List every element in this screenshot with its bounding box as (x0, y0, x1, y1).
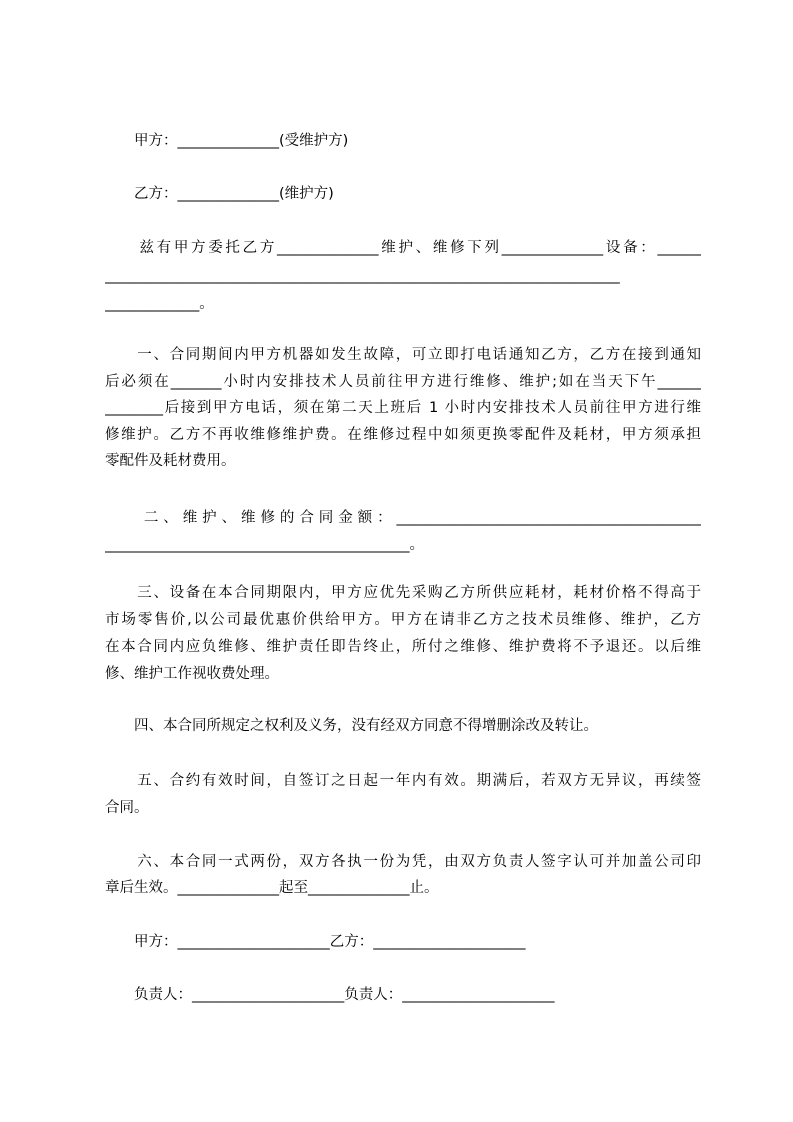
clause-1-line: 修维护。乙方不再收维修维护费。在维修过程中如须更换零配件及耗材，甲方须承担 (105, 427, 701, 443)
clause-4-line: 四、本合同所规定之权利及义务，没有经双方同意不得增删涂改及转让。 (105, 718, 598, 734)
clause-3-line: 修、维护工作视收费处理。 (105, 666, 279, 682)
clause-3-line: 在本合同内应负维修、维护责任即告终止，所付之维修、维护费将不予退还。以后维 (105, 639, 701, 655)
intro-line: _____________。 (105, 296, 214, 312)
party-a-line: 甲方：______________(受维护方) (105, 133, 349, 149)
intro-line: _______________________________________________________________________ (105, 268, 620, 284)
clause-6-line: 章后生效。______________起至______________止。 (105, 880, 439, 896)
clause-6-line: 六、本合同一式两份，双方各执一份为凭，由双方负责人签字认可并加盖公司印 (105, 854, 701, 870)
clause-5-line: 五、合约有效时间，自签订之日起一年内有效。期满后，若双方无异议，再续签 (105, 773, 701, 789)
clause-3-line: 市场零售价,以公司最优惠价供给甲方。甲方在请非乙方之技术员维修、维护，乙方 (105, 612, 701, 628)
intro-line: 兹有甲方委托乙方______________维护、维修下列______________设备：______ (105, 240, 701, 256)
clause-3-line: 三、设备在本合同期限内，甲方应优先采购乙方所供应耗材，耗材价格不得高于 (105, 585, 701, 601)
signature-persons-line: 负责人：_____________________负责人：_____________________ (105, 987, 555, 1003)
clause-2-line: 二、维护、维修的合同金额：__________________________________________ (105, 510, 701, 526)
clause-1-line: 零配件及耗材费用。 (105, 453, 236, 469)
party-b-line: 乙方：______________(维护方) (105, 186, 334, 202)
clause-1-line: ________后接到甲方电话，须在第二天上班后 1 小时内安排技术人员前往甲方进行维 (105, 400, 701, 416)
clause-5-line: 合同。 (105, 800, 149, 816)
clause-1-line: 后必须在_______小时内安排技术人员前往甲方进行维修、维护;如在当天下午______ (105, 374, 701, 390)
clause-1-line: 一、合同期间内甲方机器如发生故障，可立即打电话通知乙方，乙方在接到通知 (105, 347, 701, 363)
signature-parties-line: 甲方：_____________________乙方：_____________________ (105, 934, 526, 950)
clause-2-line: __________________________________________。 (105, 537, 424, 553)
